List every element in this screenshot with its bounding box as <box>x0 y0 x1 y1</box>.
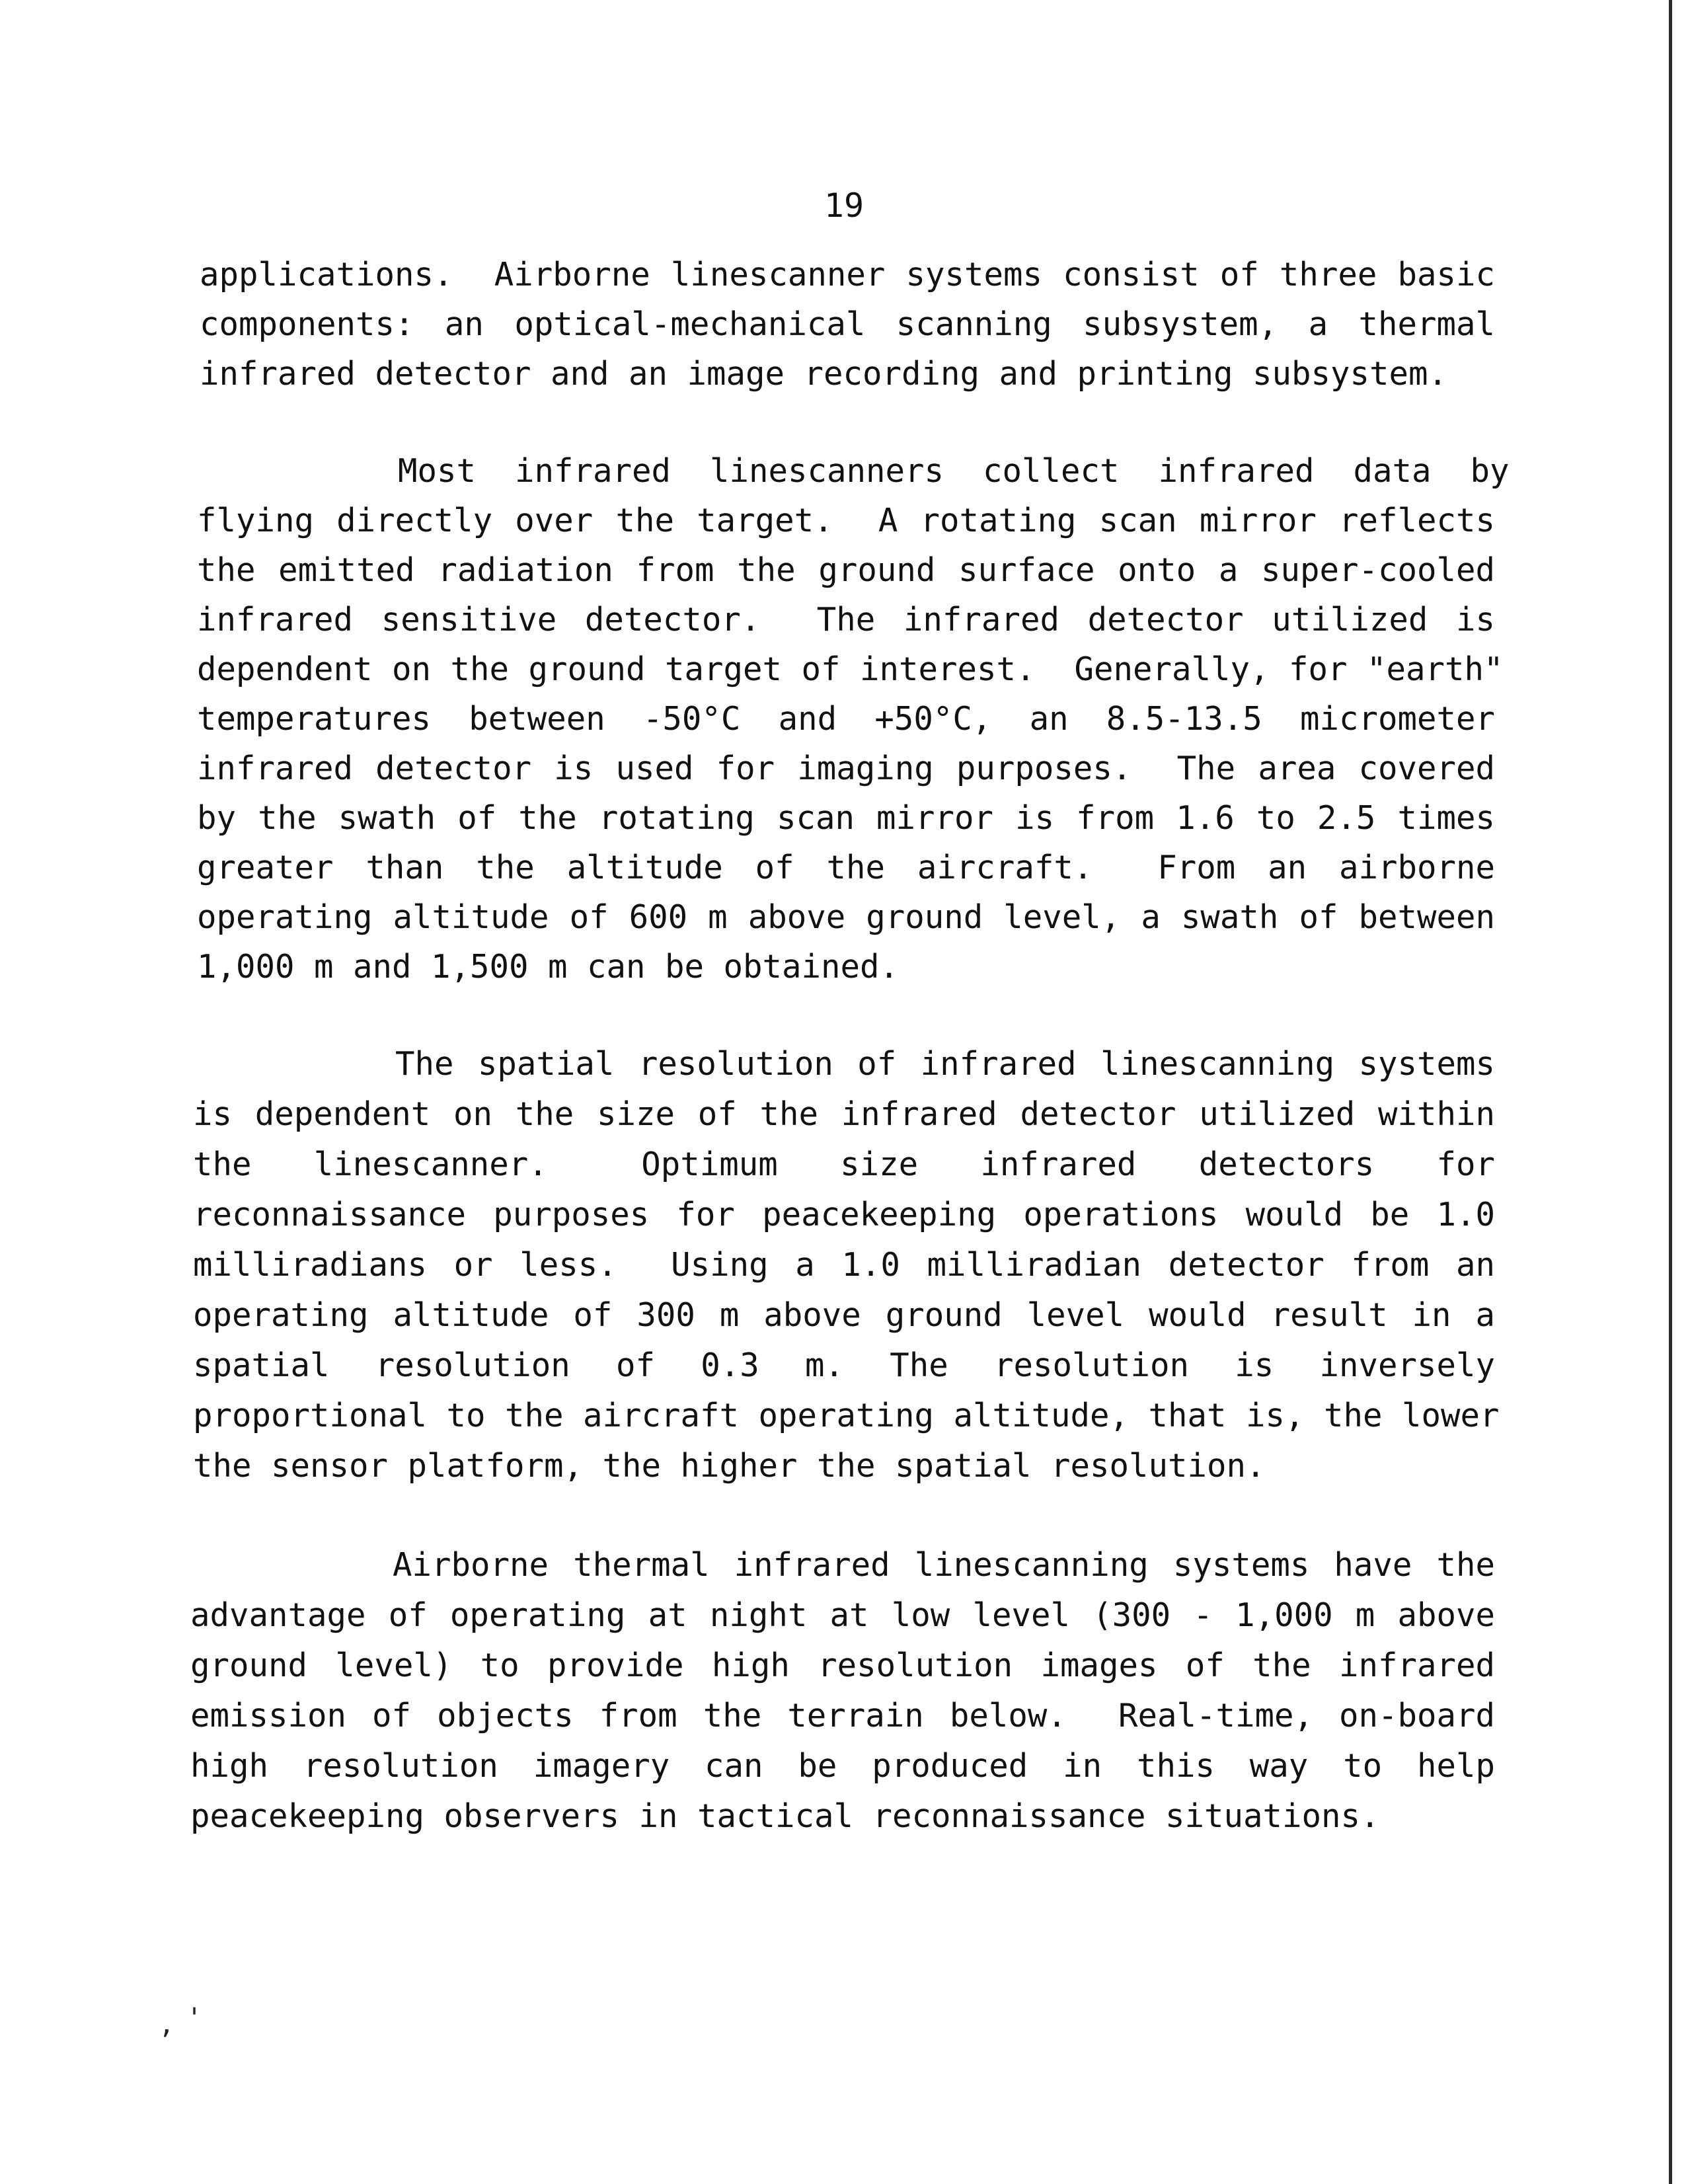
text-line: applications. Airborne linescanner systems consist of three basic <box>200 256 1495 293</box>
text-line: reconnaissance purposes for peacekeeping operations would be 1.0 <box>193 1196 1495 1233</box>
text-line: advantage of operating at night at low level (300 - 1,000 m above <box>190 1596 1495 1634</box>
text-line: temperatures between -50°C and +50°C, an 8.5-13.5 micrometer <box>197 700 1495 738</box>
text-line: infrared sensitive detector. The infrared detector utilized is <box>197 601 1495 639</box>
text-line: by the swath of the rotating scan mirror is from 1.6 to 2.5 times <box>197 799 1495 837</box>
text-line: greater than the altitude of the aircraft. From an airborne <box>197 849 1495 886</box>
text-line: flying directly over the target. A rotating scan mirror reflects <box>197 502 1495 539</box>
scan-speck: ' <box>186 2003 203 2033</box>
scan-edge-line <box>1669 0 1672 2184</box>
text-line: infrared detector and an image recording and printing subsystem. <box>200 355 1448 393</box>
text-line: the emitted radiation from the ground surface onto a super-cooled <box>197 551 1495 589</box>
text-line: ground level) to provide high resolution images of the infrared <box>190 1647 1495 1684</box>
text-line: peacekeeping observers in tactical reconnaissance situations. <box>190 1797 1380 1835</box>
page-number: 19 <box>824 186 864 225</box>
text-line: proportional to the aircraft operating altitude, that is, the lower <box>193 1397 1500 1434</box>
text-line: milliradians or less. Using a 1.0 milliradian detector from an <box>193 1246 1495 1284</box>
text-line: operating altitude of 600 m above ground level, a swath of between <box>197 898 1495 936</box>
text-line: the linescanner. Optimum size infrared detectors for <box>193 1146 1495 1183</box>
text-line: operating altitude of 300 m above ground level would result in a <box>193 1296 1495 1334</box>
text-line: high resolution imagery can be produced in this way to help <box>190 1747 1495 1785</box>
text-line: spatial resolution of 0.3 m. The resolution is inversely <box>193 1346 1495 1384</box>
text-line: the sensor platform, the higher the spatial resolution. <box>193 1447 1266 1485</box>
text-line: components: an optical-mechanical scanning subsystem, a thermal <box>200 305 1495 343</box>
text-line: Airborne thermal infrared linescanning systems have the <box>393 1546 1495 1584</box>
scan-speck: , <box>159 2009 175 2040</box>
text-line: dependent on the ground target of interest. Generally, for "earth" <box>197 650 1504 688</box>
text-line: The spatial resolution of infrared linescanning systems <box>395 1045 1495 1083</box>
text-line: 1,000 m and 1,500 m can be obtained. <box>197 948 900 986</box>
text-line: infrared detector is used for imaging purposes. The area covered <box>197 750 1495 787</box>
text-line: emission of objects from the terrain below. Real-time, on-board <box>190 1697 1495 1735</box>
text-line: is dependent on the size of the infrared detector utilized within <box>193 1095 1495 1133</box>
text-line: Most infrared linescanners collect infrared data by <box>398 452 1510 490</box>
